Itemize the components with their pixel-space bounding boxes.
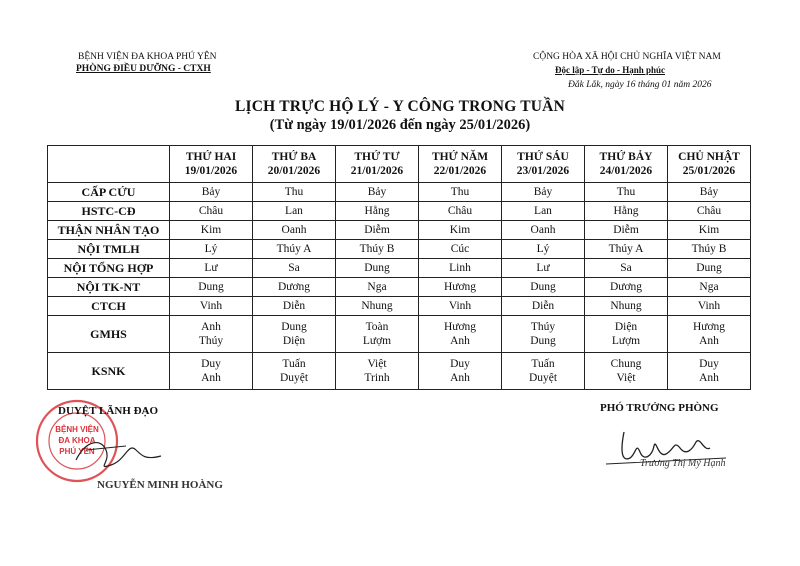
staff-name: Việt — [367, 358, 387, 370]
staff-name: Thúy B — [359, 243, 395, 255]
staff-name: Lượm — [362, 335, 392, 347]
duty-cell — [253, 221, 336, 240]
day-header: THỨ BẢY 24/01/2026 — [585, 146, 668, 183]
table-row — [48, 353, 751, 390]
staff-name: Bảy — [699, 186, 719, 198]
department-label: HSTC-CĐ — [48, 202, 170, 221]
staff-name: Vinh — [448, 300, 472, 312]
staff-name: Thu — [284, 186, 304, 198]
staff-name: Dung — [696, 262, 722, 274]
staff-name: Thúy — [530, 321, 556, 333]
staff-name: Nga — [699, 281, 719, 293]
staff-name: Việt — [616, 372, 636, 384]
duty-cell — [585, 278, 668, 297]
table-header-row — [48, 146, 751, 183]
document-dateline: Đắk Lắk, ngày 16 tháng 01 năm 2026 — [568, 80, 712, 90]
duty-cell — [336, 240, 419, 259]
duty-cell — [170, 202, 253, 221]
duty-cell — [253, 183, 336, 202]
staff-name: Lư — [536, 262, 550, 274]
department-label: CẤP CỨU — [48, 183, 170, 202]
day-header: THỨ SÁU 23/01/2026 — [502, 146, 585, 183]
staff-name: Thúy A — [608, 243, 644, 255]
staff-name: Diễn — [531, 300, 555, 312]
staff-name: Thu — [450, 186, 470, 198]
department-label: NỘI TMLH — [48, 240, 170, 259]
stamp-line: ĐA KHOA — [58, 436, 96, 445]
table-row — [48, 316, 751, 353]
staff-name: Bảy — [533, 186, 553, 198]
table-row — [48, 259, 751, 278]
staff-name: Linh — [449, 262, 471, 274]
duty-cell — [170, 297, 253, 316]
document-title: LỊCH TRỰC HỘ LÝ - Y CÔNG TRONG TUẦN — [235, 98, 565, 115]
stamp-line: PHÚ YÊN — [59, 447, 95, 456]
staff-name: Trinh — [364, 372, 390, 384]
duty-cell — [419, 221, 502, 240]
duty-cell — [253, 297, 336, 316]
nation-motto: Độc lập - Tự do - Hạnh phúc — [555, 65, 666, 75]
stamp-line: BỆNH VIỆN — [55, 425, 99, 434]
staff-name: Nhung — [361, 300, 393, 312]
department-name: PHÒNG ĐIỀU DƯỠNG - CTXH — [76, 64, 211, 74]
staff-name: Duy — [201, 358, 221, 370]
duty-cell — [585, 202, 668, 221]
staff-name: Oanh — [281, 224, 307, 236]
duty-cell — [668, 316, 751, 353]
duty-cell — [336, 353, 419, 390]
duty-cell — [502, 278, 585, 297]
staff-name: Nhung — [610, 300, 642, 312]
department-label: NỘI TK-NT — [48, 278, 170, 297]
staff-name: Kim — [698, 224, 720, 236]
duty-cell — [336, 278, 419, 297]
nation-title: CỘNG HÒA XÃ HỘI CHỦ NGHĨA VIỆT NAM — [533, 52, 721, 62]
staff-name: Dung — [364, 262, 390, 274]
staff-name: Hằng — [613, 205, 639, 217]
duty-cell — [336, 297, 419, 316]
staff-name: Kim — [200, 224, 222, 236]
staff-name: Diễn — [282, 300, 306, 312]
day-header: CHỦ NHẬT 25/01/2026 — [668, 146, 751, 183]
staff-name: Anh — [201, 372, 221, 384]
duty-cell — [668, 183, 751, 202]
duty-cell — [585, 183, 668, 202]
duty-cell — [419, 278, 502, 297]
staff-name: Duyệt — [528, 372, 558, 384]
staff-name: Sa — [288, 262, 300, 274]
duty-cell — [668, 240, 751, 259]
duty-cell — [668, 221, 751, 240]
duty-cell — [170, 353, 253, 390]
staff-name: Dương — [277, 281, 311, 293]
duty-cell — [170, 259, 253, 278]
duty-cell — [419, 202, 502, 221]
staff-name: Anh — [450, 372, 470, 384]
staff-name: Hương — [443, 321, 477, 333]
staff-name: Diễm — [613, 224, 639, 236]
day-header: THỨ BA 20/01/2026 — [253, 146, 336, 183]
duty-cell — [419, 183, 502, 202]
duty-cell — [668, 202, 751, 221]
duty-cell — [253, 240, 336, 259]
table-row — [48, 240, 751, 259]
deputy-signature — [596, 412, 736, 502]
staff-name: Thúy B — [691, 243, 727, 255]
staff-name: Toàn — [365, 321, 389, 333]
day-header: THỨ TƯ 21/01/2026 — [336, 146, 419, 183]
staff-name: Anh — [450, 335, 470, 347]
duty-cell — [170, 221, 253, 240]
staff-name: Nga — [367, 281, 387, 293]
staff-name: Kim — [449, 224, 471, 236]
table-row — [48, 221, 751, 240]
staff-name: Vinh — [199, 300, 223, 312]
staff-name: Thúy — [198, 335, 224, 347]
staff-name: Anh — [201, 321, 221, 333]
duty-cell — [336, 221, 419, 240]
staff-name: Duy — [450, 358, 470, 370]
duty-cell — [585, 240, 668, 259]
staff-name: Châu — [447, 205, 473, 217]
staff-name: Oanh — [530, 224, 556, 236]
staff-name: Lan — [534, 205, 552, 217]
table-row — [48, 202, 751, 221]
duty-cell — [502, 202, 585, 221]
duty-cell — [585, 353, 668, 390]
duty-cell — [419, 297, 502, 316]
department-label: CTCH — [48, 297, 170, 316]
staff-name: Bảy — [367, 186, 387, 198]
staff-name: Sa — [620, 262, 632, 274]
day-header: THỨ HAI 19/01/2026 — [170, 146, 253, 183]
deputy-label: PHÓ TRƯỞNG PHÒNG — [600, 402, 719, 414]
staff-name: Châu — [198, 205, 224, 217]
staff-name: Anh — [699, 372, 719, 384]
table-row — [48, 183, 751, 202]
duty-cell — [170, 316, 253, 353]
staff-name: Tuấn — [531, 358, 555, 370]
duty-cell — [585, 221, 668, 240]
staff-name: Lan — [285, 205, 303, 217]
duty-cell — [253, 278, 336, 297]
department-label: THẬN NHÂN TẠO — [48, 221, 170, 240]
department-label: KSNK — [48, 353, 170, 390]
duty-cell — [253, 353, 336, 390]
department-label: NỘI TỔNG HỢP — [48, 259, 170, 278]
duty-cell — [502, 353, 585, 390]
duty-cell — [668, 259, 751, 278]
staff-name: Diện — [282, 335, 306, 347]
day-header: THỨ NĂM 22/01/2026 — [419, 146, 502, 183]
duty-cell — [419, 259, 502, 278]
duty-cell — [253, 259, 336, 278]
staff-name: Thúy A — [276, 243, 312, 255]
staff-name: Diễm — [364, 224, 390, 236]
staff-name: Hương — [443, 281, 477, 293]
staff-name: Cúc — [450, 243, 470, 255]
duty-cell — [336, 259, 419, 278]
staff-name: Lý — [204, 243, 218, 255]
duty-cell — [585, 259, 668, 278]
duty-cell — [253, 316, 336, 353]
corner-cell — [48, 146, 170, 183]
staff-name: Hằng — [364, 205, 390, 217]
duty-cell — [585, 297, 668, 316]
staff-name: Duyệt — [279, 372, 309, 384]
duty-cell — [336, 202, 419, 221]
deputy-name: Trương Thị Mỹ Hạnh — [640, 458, 726, 469]
staff-name: Dung — [530, 335, 556, 347]
duty-cell — [668, 353, 751, 390]
staff-name: Lư — [204, 262, 218, 274]
duty-cell — [502, 240, 585, 259]
staff-name: Vinh — [697, 300, 721, 312]
duty-cell — [170, 278, 253, 297]
staff-name: Tuấn — [282, 358, 306, 370]
staff-name: Bảy — [201, 186, 221, 198]
duty-cell — [585, 316, 668, 353]
duty-cell — [419, 353, 502, 390]
staff-name: Thu — [616, 186, 636, 198]
director-name: NGUYỄN MINH HOÀNG — [97, 479, 223, 491]
duty-cell — [170, 240, 253, 259]
staff-name: Duy — [699, 358, 719, 370]
duty-cell — [502, 221, 585, 240]
duty-cell — [668, 278, 751, 297]
department-label: GMHS — [48, 316, 170, 353]
table-row — [48, 297, 751, 316]
duty-cell — [502, 259, 585, 278]
staff-name: Diện — [614, 321, 638, 333]
staff-name: Dung — [198, 281, 224, 293]
duty-cell — [502, 297, 585, 316]
duty-cell — [336, 316, 419, 353]
duty-cell — [419, 316, 502, 353]
staff-name: Dung — [530, 281, 556, 293]
staff-name: Lý — [536, 243, 550, 255]
document-subtitle: (Từ ngày 19/01/2026 đến ngày 25/01/2026) — [269, 117, 531, 133]
staff-name: Anh — [699, 335, 719, 347]
duty-schedule-table — [47, 145, 751, 390]
staff-name: Lượm — [611, 335, 641, 347]
duty-cell — [253, 202, 336, 221]
duty-cell — [170, 183, 253, 202]
staff-name: Dung — [281, 321, 307, 333]
duty-cell — [419, 240, 502, 259]
duty-cell — [336, 183, 419, 202]
staff-name: Hương — [692, 321, 726, 333]
approval-label: DUYỆT LÃNH ĐẠO — [58, 405, 159, 417]
staff-name: Chung — [610, 358, 642, 370]
staff-name: Châu — [696, 205, 722, 217]
hospital-name: BỆNH VIỆN ĐA KHOA PHÚ YÊN — [78, 52, 217, 62]
duty-cell — [502, 183, 585, 202]
duty-cell — [668, 297, 751, 316]
staff-name: Dương — [609, 281, 643, 293]
table-row — [48, 278, 751, 297]
duty-cell — [502, 316, 585, 353]
